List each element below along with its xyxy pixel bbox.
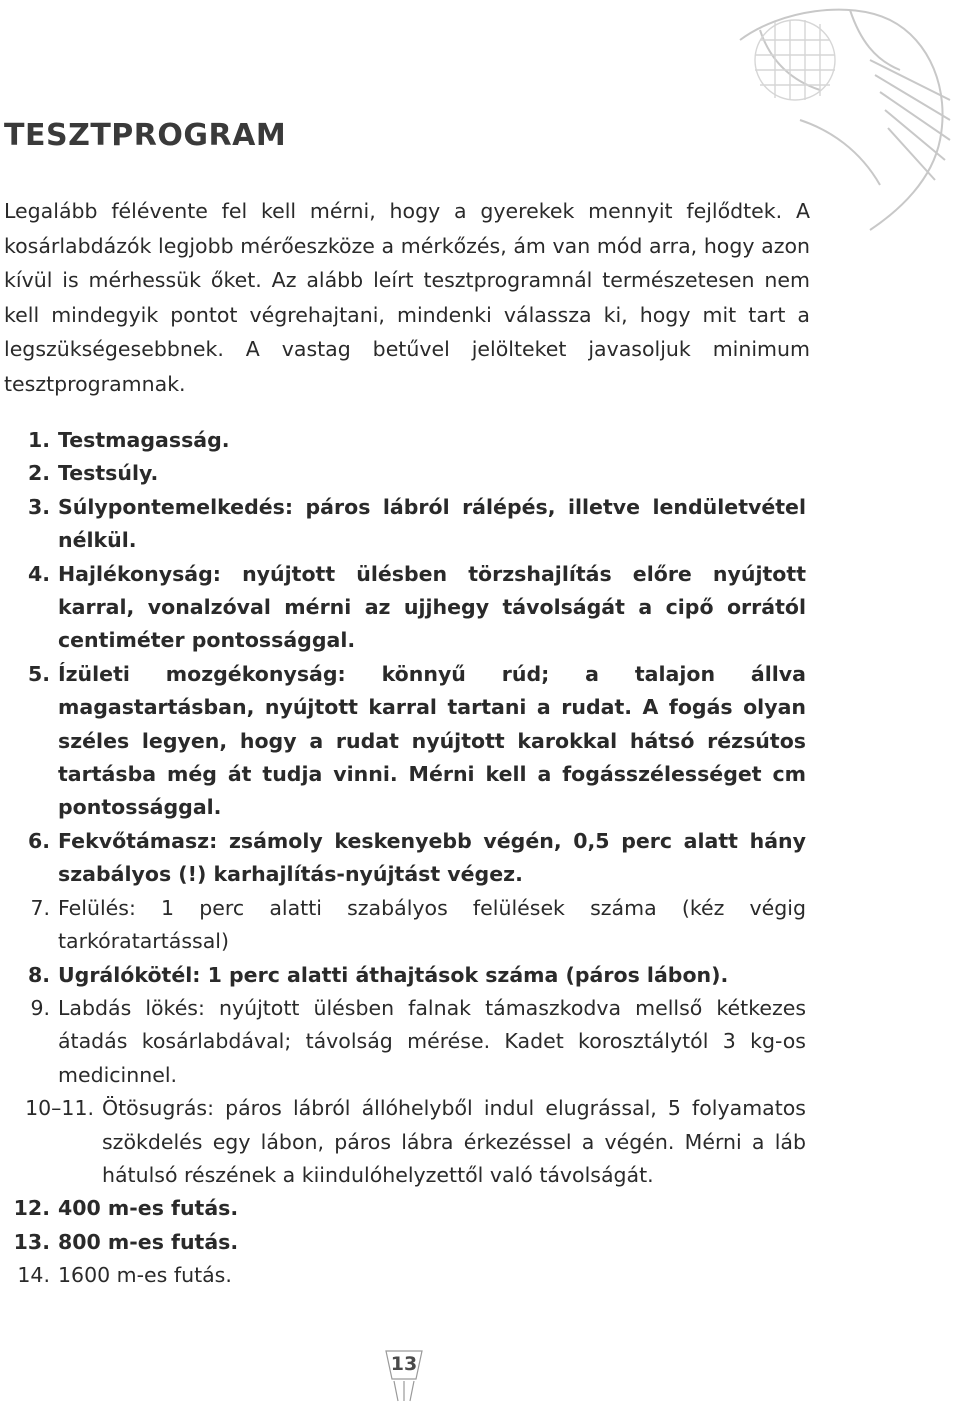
list-item-text: Fekvőtámasz: zsámoly keskenyebb végén, 0,5 perc alatt hány szabályos (!) karhajlítás-nyújtást végez.: [58, 828, 806, 887]
page-title: TESZTPROGRAM: [4, 118, 287, 153]
list-item-number: 5.: [27, 661, 50, 686]
list-item-number: 1.: [27, 428, 50, 452]
list-item-text: Ugrálókötél: 1 perc alatti áthajtások száma (páros lábon).: [58, 962, 729, 987]
list-item: [0, 1226, 806, 1259]
list-item-number: 8.: [27, 962, 50, 987]
list-item-number: 7.: [30, 895, 50, 920]
page-number: 13: [390, 1353, 418, 1375]
list-item-text: Ötösugrás: páros lábról állóhelyből indul elugrással, 5 folyamatos szökdelés egy lábon, páros lábra érkezéssel a végén. Mérni a láb hátulsó részének a kiindulóhelyzettől való távolságát.: [102, 1096, 806, 1187]
list-item: [0, 892, 806, 959]
list-item-number: 13.: [13, 1229, 50, 1254]
list-item-number: 10–11.: [25, 1096, 94, 1121]
list-item-number: 2.: [27, 461, 50, 486]
list-item-text: 400 m-es futás.: [58, 1196, 239, 1221]
list-item: [0, 424, 806, 457]
list-item-text: Hajlékonyság: nyújtott ülésben törzshajlítás előre nyújtott karral, vonalzóval mérni az ujjhegy távolságát a cipő orrától centiméter pontossággal.: [58, 561, 806, 653]
list-item-number: 6.: [27, 828, 50, 853]
list-item-number: 12.: [13, 1196, 50, 1221]
list-item: [0, 1092, 806, 1192]
intro-paragraph: Legalább félévente fel kell mérni, hogy a gyerekek mennyit fejlődtek. A kosárlabdázók legjobb mérőeszköze a mérkőzés, ám van mód arra, hogy azon kívül is mérhessük őket. Az alább leírt tesztprogramnál természetesen nem kell mindegyik pontot végrehajtani, mindenki válassza ki, hogy mit tart a legszükségesebbnek. A vastag betűvel jelölteket javasoljuk minimum tesztprogramnak.: [4, 199, 810, 396]
list-item-text: Súlypontemelkedés: páros lábról rálépés, illetve lendületvétel nélkül.: [58, 494, 806, 553]
list-item: [0, 491, 806, 558]
list-item-number: 3.: [27, 494, 50, 519]
list-item-text: 800 m-es futás.: [58, 1229, 239, 1254]
list-item: [0, 1259, 806, 1292]
list-item-text: Felülés: 1 perc alatti szabályos felülések száma (kéz végig tarkóratartással): [58, 895, 806, 954]
list-item-text: Testmagasság.: [58, 428, 230, 452]
page-footer: [372, 1345, 436, 1403]
list-item-number: 14.: [17, 1263, 50, 1288]
list-item: [0, 1192, 806, 1225]
test-list: [0, 424, 806, 1293]
list-item-number: 9.: [30, 995, 50, 1020]
list-item: [0, 959, 806, 992]
list-item: [0, 558, 806, 658]
list-item-number: 4.: [27, 561, 50, 586]
list-item: [0, 658, 806, 825]
list-item: [0, 457, 806, 490]
list-item: [0, 992, 806, 1092]
list-item-text: Labdás lökés: nyújtott ülésben falnak támaszkodva mellső kétkezes átadás kosárlabdával; távolság mérése. Kadet korosztálytól 3 kg-os medicinnel.: [58, 995, 806, 1087]
list-item-text: Testsúly.: [58, 461, 159, 486]
list-item-text: Ízületi mozgékonyság: könnyű rúd; a talajon állva magastartásban, nyújtott karral tartani a rudat. A fogás olyan széles legyen, hogy a rudat nyújtott karokkal hátsó rézsútos tartásba még át tudja vinni. Mérni kell a fogásszélességet cm pontossággal.: [58, 661, 806, 820]
list-item-text: 1600 m-es futás.: [58, 1263, 232, 1288]
list-item: [0, 825, 806, 892]
